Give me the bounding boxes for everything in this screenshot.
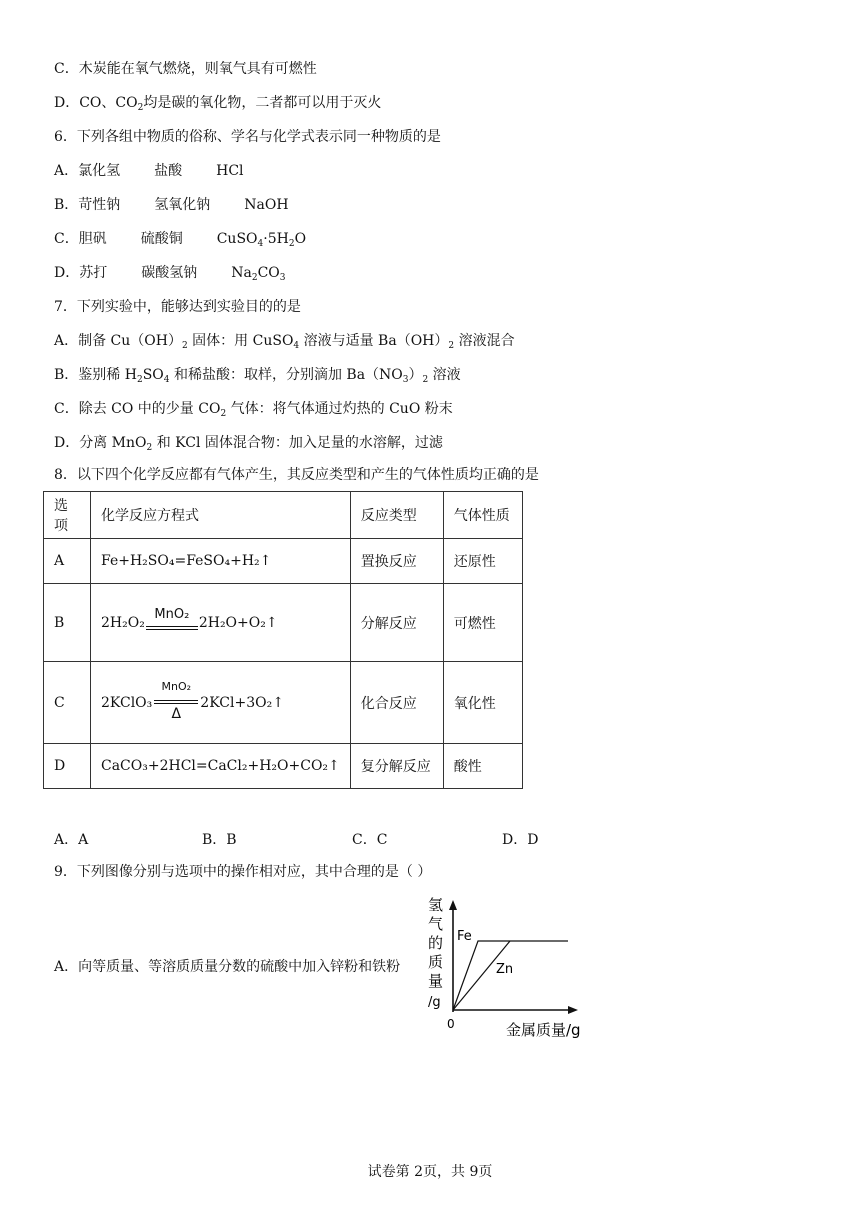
q5-option-d: D．CO、$CO_2$均是碳的氧化物，二者都可以用于灭火 xyxy=(54,95,382,113)
q8-answer-b: B．B xyxy=(202,832,237,848)
q6-option-d: D．苏打 碳酸氢钠 $Na_2CO_3$ xyxy=(54,265,286,283)
catalyst-heat-equals-sign: MnO₂ Δ xyxy=(154,678,198,728)
row-equation: 2H₂O₂ MnO₂ 2H₂O+O₂↑ xyxy=(91,584,351,662)
graph-ylabel-char: 氢 xyxy=(428,896,444,914)
table-header: 气体性质 xyxy=(443,492,522,539)
page-footer: 试卷第 2页，共 9页 xyxy=(367,1164,493,1180)
q9-option-a: A．向等质量、等溶质质量分数的硫酸中加入锌粉和铁粉 xyxy=(54,959,401,975)
table-header: 化学反应方程式 xyxy=(91,492,351,539)
row-equation: 2KClO₃ MnO₂ Δ 2KCl+3O₂↑ xyxy=(91,662,351,744)
row-type: 化合反应 xyxy=(350,662,443,744)
row-type: 置换反应 xyxy=(350,539,443,584)
table-row xyxy=(44,662,523,744)
q7-stem: 7．下列实验中，能够达到实验目的的是 xyxy=(54,299,301,315)
q8-answer-d: D．D xyxy=(502,832,539,848)
row-option: B xyxy=(44,584,91,662)
q8-answer-a: A．A xyxy=(54,832,89,848)
graph-y-arrow-icon xyxy=(449,900,457,910)
graph-xlabel: 金属质量/g xyxy=(506,1021,581,1039)
graph-x-arrow-icon xyxy=(568,1006,578,1014)
row-equation: Fe+H₂SO₄=FeSO₄+H₂↑ xyxy=(91,539,351,584)
table-row xyxy=(44,539,523,584)
row-property: 还原性 xyxy=(443,539,522,584)
catalyst-equals-sign: MnO₂ xyxy=(146,609,198,637)
row-property: 可燃性 xyxy=(443,584,522,662)
row-equation: CaCO₃+2HCl=CaCl₂+H₂O+CO₂↑ xyxy=(91,744,351,789)
q7-option-d: D．分离 MnO$_2$ 和 KCl 固体混合物：加入足量的水溶解，过滤 xyxy=(54,435,443,453)
hydrogen-mass-graph xyxy=(420,890,600,1050)
table-row xyxy=(44,744,523,789)
q6-option-b: B．苛性钠 氢氧化钠 NaOH xyxy=(54,197,289,213)
q7-option-a: A．制备 $Cu(OH)_2$ 固体：用 CuSO$_4$ 溶液与适量 $Ba(OH)_2$ 溶液混合 xyxy=(54,333,515,351)
graph-ylabel-char: 质 xyxy=(428,953,444,971)
table-row xyxy=(44,584,523,662)
row-type: 复分解反应 xyxy=(350,744,443,789)
row-option: D xyxy=(44,744,91,789)
row-type: 分解反应 xyxy=(350,584,443,662)
row-option: A xyxy=(44,539,91,584)
q9-stem: 9．下列图像分别与选项中的操作相对应，其中合理的是（ ） xyxy=(54,864,432,880)
table-header: 选项 xyxy=(44,492,91,539)
table-header: 反应类型 xyxy=(350,492,443,539)
row-option: C xyxy=(44,662,91,744)
graph-label-zn: Zn xyxy=(496,962,514,977)
q7-option-b: B．鉴别稀 $H_2SO_4$ 和稀盐酸：取样，分别滴加 $Ba(NO_3)_2$ 溶液 xyxy=(54,367,461,385)
table-header-row xyxy=(44,492,523,539)
reaction-table xyxy=(43,491,523,789)
q6-stem: 6．下列各组中物质的俗称、学名与化学式表示同一种物质的是 xyxy=(54,129,441,145)
graph-ylabel-char: /g xyxy=(428,995,441,1010)
q6-option-c: C．胆矾 硫酸铜 $CuSO_4\cdot 5H_2O$ xyxy=(54,231,307,249)
graph-ylabel-char: 气 xyxy=(428,915,444,933)
graph-ylabel-char: 量 xyxy=(428,972,444,990)
q7-option-c: C．除去 CO 中的少量 $CO_2$ 气体：将气体通过灼热的 CuO 粉末 xyxy=(54,401,453,419)
graph-ylabel-char: 的 xyxy=(428,934,444,952)
q8-answer-c: C．C xyxy=(352,832,388,848)
row-property: 酸性 xyxy=(443,744,522,789)
q8-stem: 8．以下四个化学反应都有气体产生，其反应类型和产生的气体性质均正确的是 xyxy=(54,467,539,483)
row-property: 氧化性 xyxy=(443,662,522,744)
q5-option-c: C．木炭能在氧气燃烧，则氧气具有可燃性 xyxy=(54,61,317,77)
q6-option-a: A．氯化氢 盐酸 HCl xyxy=(54,163,244,179)
graph-origin: 0 xyxy=(447,1017,455,1031)
graph-label-fe: Fe xyxy=(457,929,472,944)
